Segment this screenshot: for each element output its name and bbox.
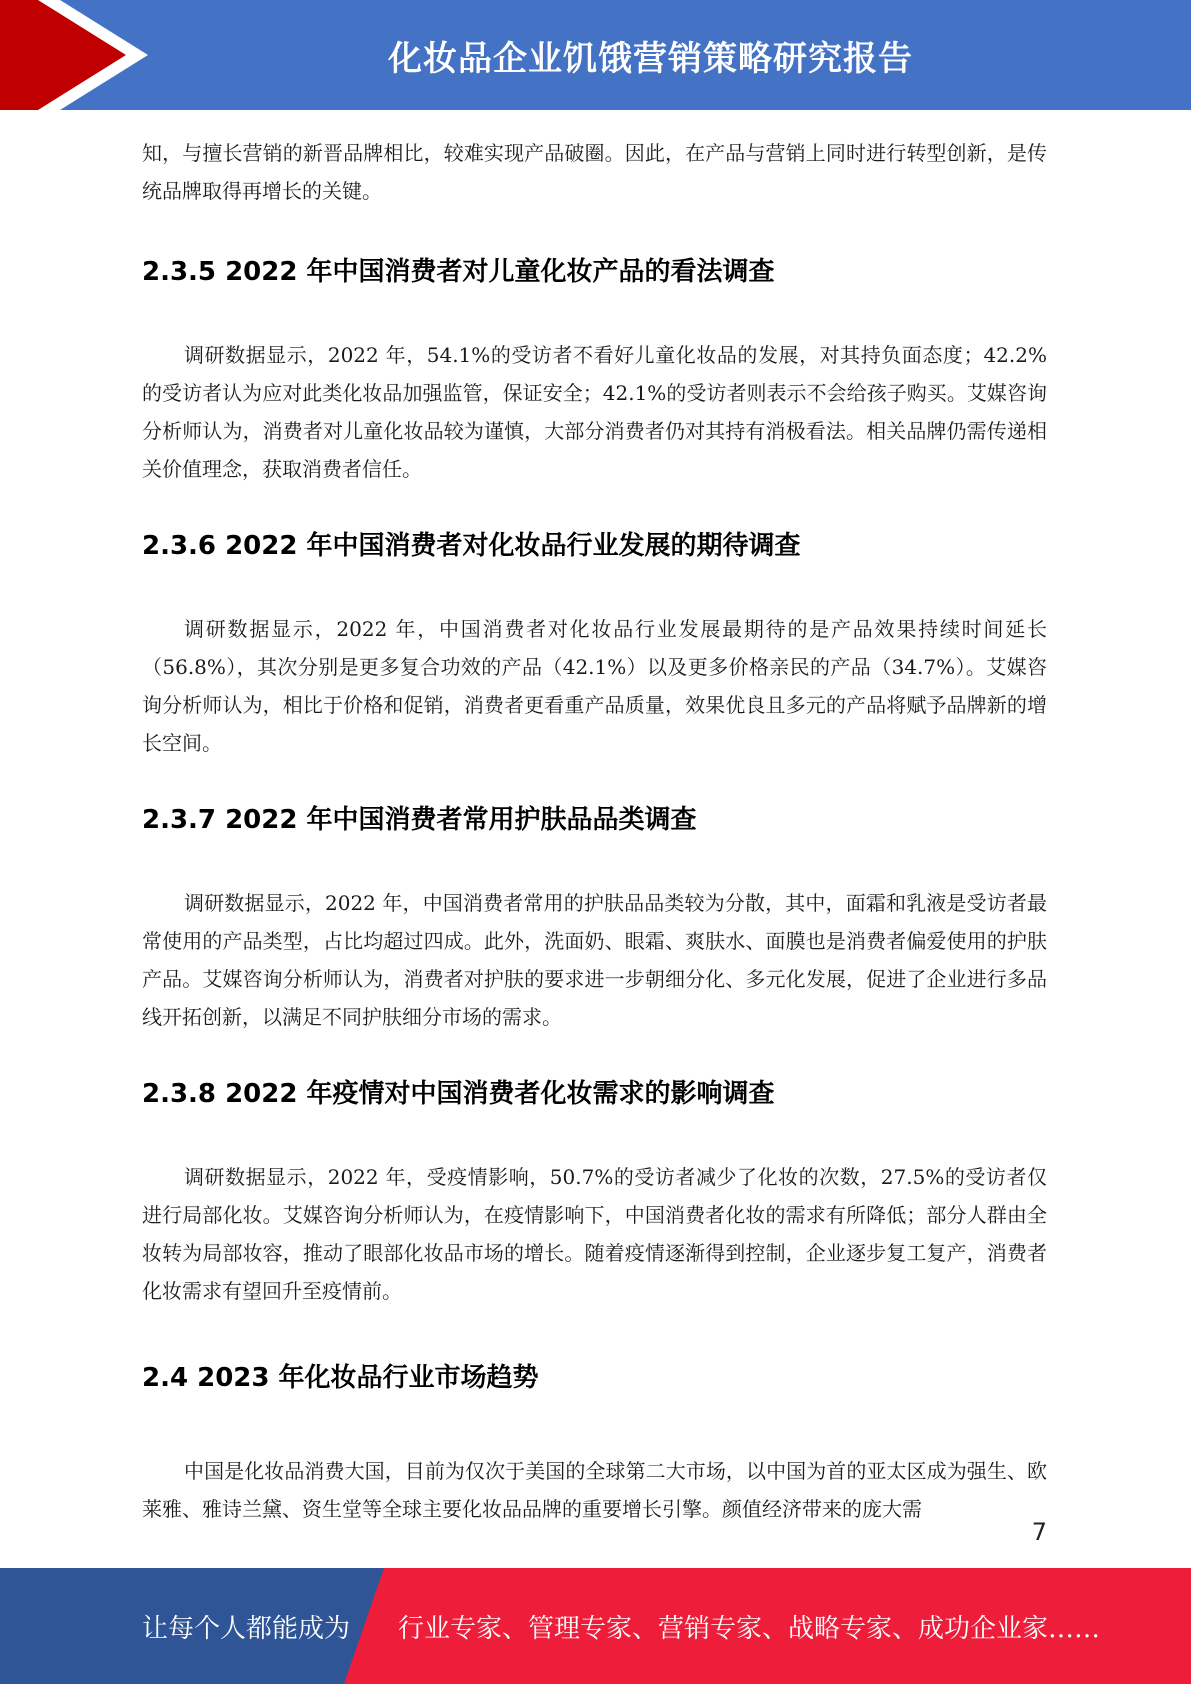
page-footer	[0, 1568, 1191, 1684]
report-title: 化妆品企业饥饿营销策略研究报告	[388, 38, 913, 79]
page-number: 7	[1031, 1518, 1047, 1546]
section-body-2-3-7: 调研数据显示，2022 年，中国消费者常用的护肤品品类较为分散，其中，面霜和乳液是受访者最常使用的产品类型，占比均超过四成。此外，洗面奶、眼霜、爽肤水、面膜也是消费者偏爱使用的护肤产品。艾媒咨询分析师认为，消费者对护肤的要求进一步朝细分化、多元化发展，促进了企业进行多品线开拓创新，以满足不同护肤细分市场的需求。	[142, 891, 1047, 1029]
section-heading-2-3-8: 2.3.8 2022 年疫情对中国消费者化妆需求的影响调查	[142, 1079, 775, 1109]
section-heading-2-3-5: 2.3.5 2022 年中国消费者对儿童化妆产品的看法调查	[142, 257, 775, 287]
section-heading-2-4: 2.4 2023 年化妆品行业市场趋势	[142, 1363, 539, 1393]
section-body-2-3-6: 调研数据显示，2022 年，中国消费者对化妆品行业发展最期待的是产品效果持续时间延长（56.8%），其次分别是更多复合功效的产品（42.1%）以及更多价格亲民的产品（34.7%）。艾媒咨询分析师认为，相比于价格和促销，消费者更看重产品质量，效果优良且多元的产品将赋予品牌新的增长空间。	[142, 617, 1047, 755]
section-body-2-3-5: 调研数据显示，2022 年，54.1%的受访者不看好儿童化妆品的发展，对其持负面态度；42.2%的受访者认为应对此类化妆品加强监管，保证安全；42.1%的受访者则表示不会给孩子购买。艾媒咨询分析师认为，消费者对儿童化妆品较为谨慎，大部分消费者仍对其持有消极看法。相关品牌仍需传递相关价值理念，获取消费者信任。	[142, 343, 1047, 481]
page-header	[0, 0, 1191, 110]
section-body-2-3-8: 调研数据显示，2022 年，受疫情影响，50.7%的受访者减少了化妆的次数，27.5%的受访者仅进行局部化妆。艾媒咨询分析师认为，在疫情影响下，中国消费者化妆的需求有所降低；部分人群由全妆转为局部妆容，推动了眼部化妆品市场的增长。随着疫情逐渐得到控制，企业逐步复工复产，消费者化妆需求有望回升至疫情前。	[142, 1165, 1047, 1303]
section-body-2-4: 中国是化妆品消费大国，目前为仅次于美国的全球第二大市场，以中国为首的亚太区成为强生、欧莱雅、雅诗兰黛、资生堂等全球主要化妆品品牌的重要增长引擎。颜值经济带来的庞大需	[142, 1459, 1047, 1521]
section-heading-2-3-6: 2.3.6 2022 年中国消费者对化妆品行业发展的期待调查	[142, 531, 801, 561]
footer-slogan-right: 行业专家、管理专家、营销专家、战略专家、成功企业家……	[398, 1613, 1101, 1644]
footer-slogan-left: 让每个人都能成为	[142, 1613, 351, 1644]
section-heading-2-3-7: 2.3.7 2022 年中国消费者常用护肤品品类调查	[142, 805, 697, 835]
intro-paragraph: 知，与擅长营销的新晋品牌相比，较难实现产品破圈。因此，在产品与营销上同时进行转型创新，是传统品牌取得再增长的关键。	[142, 141, 1047, 203]
page-content	[142, 110, 1047, 1528]
